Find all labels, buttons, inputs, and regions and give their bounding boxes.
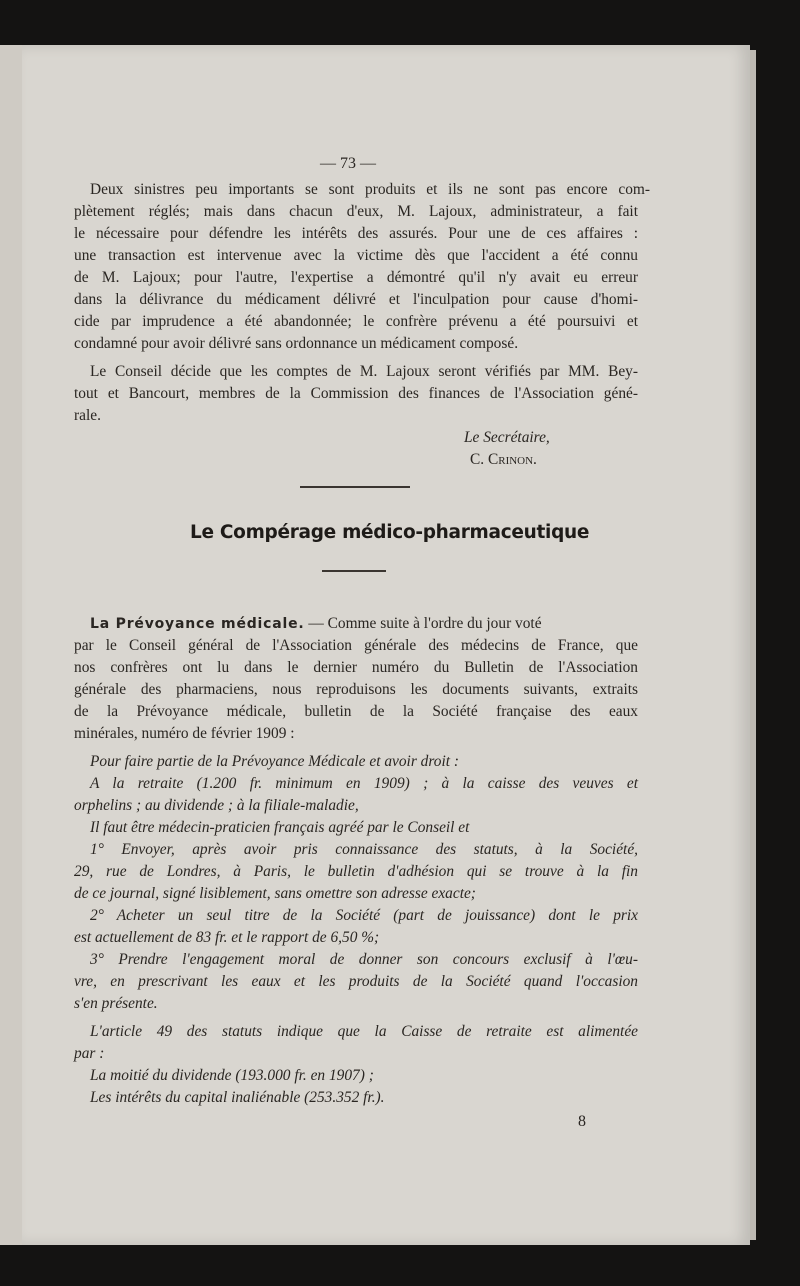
italic-line: Pour faire partie de la Prévoyance Médicale et avoir droit : <box>90 753 459 770</box>
body-line: condamné pour avoir délivré sans ordonnance un médicament composé. <box>74 335 519 352</box>
signature-name: C. Crinon. <box>470 451 537 468</box>
italic-line: 1° Envoyer, après avoir pris connaissance des statuts, à la Société, <box>90 841 638 858</box>
body-line: de la Prévoyance médicale, bulletin de la Société française des eaux <box>74 703 638 720</box>
italic-line: La moitié du dividende (193.000 fr. en 1907) ; <box>90 1067 374 1084</box>
body-line: tout et Bancourt, membres de la Commission des finances de l'Association géné- <box>74 385 638 402</box>
article-heading: Le Compérage médico-pharmaceutique <box>190 522 590 543</box>
italic-line: A la retraite (1.200 fr. minimum en 1909) ; à la caisse des veuves et <box>90 775 638 792</box>
italic-line: par : <box>74 1045 105 1062</box>
signature-mark: 8 <box>578 1113 586 1130</box>
body-line: Le Conseil décide que les comptes de M. Lajoux seront vérifiés par MM. Bey- <box>90 363 638 380</box>
italic-line: vre, en prescrivant les eaux et les produits de la Société quand l'occasion <box>74 973 638 990</box>
body-line: dans la délivrance du médicament délivré et l'inculpation pour cause d'homi- <box>74 291 638 308</box>
italic-line: 3° Prendre l'engagement moral de donner son concours exclusif à l'œu- <box>90 951 638 968</box>
body-line: générale des pharmaciens, nous reproduisons les documents suivants, extraits <box>74 681 638 698</box>
italic-line: s'en présente. <box>74 995 158 1012</box>
body-line: rale. <box>74 407 101 424</box>
italic-line: 2° Acheter un seul titre de la Société (part de jouissance) dont le prix <box>90 907 638 924</box>
page-edge-shadow <box>750 50 756 1240</box>
page-number: — 73 — <box>320 155 376 172</box>
body-line: plètement réglés; mais dans chacun d'eux, M. Lajoux, administrateur, a fait <box>74 203 638 220</box>
body-line: Deux sinistres peu importants se sont produits et ils ne sont pas encore com- <box>90 181 650 198</box>
italic-line: orphelins ; au dividende ; à la filiale-maladie, <box>74 797 359 814</box>
subsection-title: La Prévoyance médicale. <box>90 616 305 632</box>
signature-title: Le Secrétaire, <box>464 429 550 446</box>
heading-underline <box>322 570 386 572</box>
body-line: nos confrères ont lu dans le dernier numéro du Bulletin de l'Association <box>74 659 638 676</box>
italic-line: est actuellement de 83 fr. et le rapport de 6,50 %; <box>74 929 380 946</box>
section-divider <box>300 486 410 488</box>
italic-line: Les intérêts du capital inaliénable (253.352 fr.). <box>90 1089 385 1106</box>
body-line: une transaction est intervenue avec la victime dès que l'accident a été connu <box>74 247 638 264</box>
italic-line: de ce journal, signé lisiblement, sans omettre son adresse exacte; <box>74 885 476 902</box>
italic-line: Il faut être médecin-praticien français agréé par le Conseil et <box>90 819 470 836</box>
body-line: minérales, numéro de février 1909 : <box>74 725 295 742</box>
adjacent-page-edge <box>0 45 22 1245</box>
italic-line: 29, rue de Londres, à Paris, le bulletin d'adhésion qui se trouve à la fin <box>74 863 638 880</box>
body-line: — Comme suite à l'ordre du jour voté <box>304 615 542 632</box>
body-line: par le Conseil général de l'Association générale des médecins de France, que <box>74 637 638 654</box>
body-line: le nécessaire pour défendre les intérêts des assurés. Pour une de ces affaires : <box>74 225 638 242</box>
body-line: de M. Lajoux; pour l'autre, l'expertise a démontré qu'il n'y avait eu erreur <box>74 269 638 286</box>
italic-line: L'article 49 des statuts indique que la Caisse de retraite est alimentée <box>90 1023 638 1040</box>
body-line: cide par imprudence a été abandonnée; le confrère prévenu a été poursuivi et <box>74 313 638 330</box>
